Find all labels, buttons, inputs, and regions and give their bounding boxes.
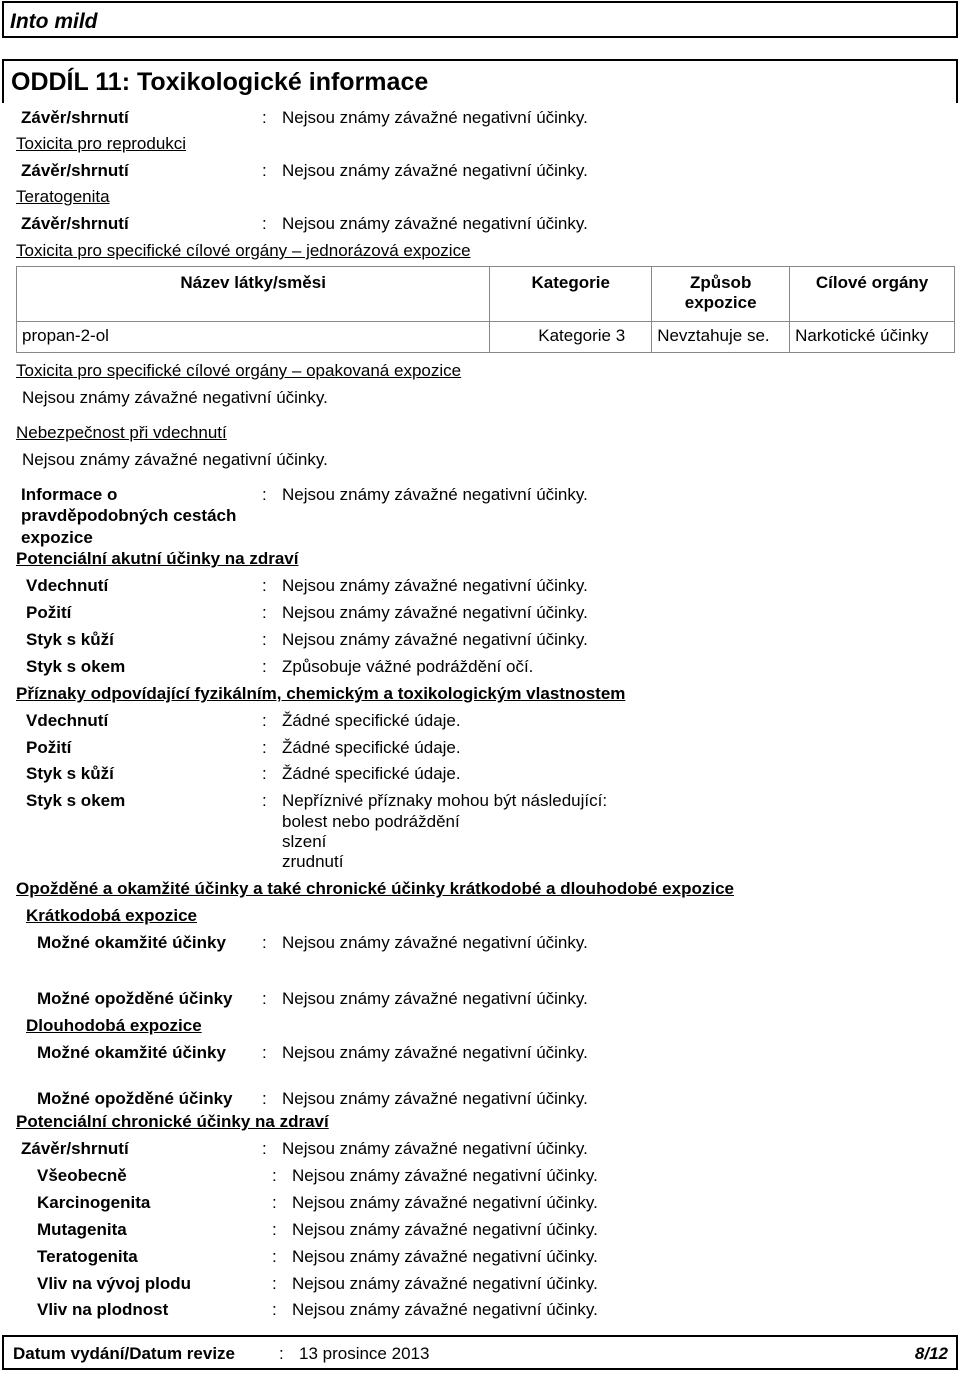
routes-label-line2: pravděpodobných cestách <box>21 506 237 525</box>
colon: : <box>272 1166 277 1185</box>
symptoms-eye-line4: zrudnutí <box>282 852 344 871</box>
colon: : <box>262 1139 267 1158</box>
colon: : <box>272 1193 277 1212</box>
colon: : <box>262 933 267 952</box>
chronic-summary-value: Nejsou známy závažné negativní účinky. <box>282 1139 588 1158</box>
symptoms-eye-line2: bolest nebo podráždění <box>282 812 460 831</box>
column-header-substance: Název látky/směsi <box>17 267 490 322</box>
chronic-carcinogenicity-value: Nejsou známy závažné negativní účinky. <box>292 1193 598 1212</box>
footer-date-value: 13 prosince 2013 <box>299 1344 430 1363</box>
routes-value: Nejsou známy závažné negativní účinky. <box>282 485 588 504</box>
long-immediate-label: Možné okamžité účinky <box>37 1043 226 1062</box>
aspiration-value: Nejsou známy závažné negativní účinky. <box>22 450 328 469</box>
symptoms-ingestion-label: Požití <box>26 738 72 757</box>
cell-category: Kategorie 3 <box>490 322 652 353</box>
acute-inhalation-label: Vdechnutí <box>26 576 109 595</box>
column-header-organs: Cílové orgány <box>790 267 955 322</box>
delayed-immediate-heading: Opožděné a okamžité účinky a také chronické účinky krátkodobé a dlouhodobé expozice <box>16 879 734 898</box>
stot-repeated-value: Nejsou známy závažné negativní účinky. <box>22 388 328 407</box>
short-delayed-value: Nejsou známy závažné negativní účinky. <box>282 989 588 1008</box>
summary-value: Nejsou známy závažné negativní účinky. <box>282 108 588 127</box>
aspiration-heading: Nebezpečnost při vdechnutí <box>16 423 227 442</box>
acute-effects-heading: Potenciální akutní účinky na zdraví <box>16 549 299 568</box>
colon: : <box>262 764 267 783</box>
cell-organs: Narkotické účinky <box>790 322 955 353</box>
long-delayed-value: Nejsou známy závažné negativní účinky. <box>282 1089 588 1108</box>
column-header-route <box>652 267 790 322</box>
acute-ingestion-value: Nejsou známy závažné negativní účinky. <box>282 603 588 622</box>
summary-label: Závěr/shrnutí <box>21 108 129 127</box>
symptoms-eye-line1: Nepříznivé příznaky mohou být následující: <box>282 791 608 810</box>
table-row <box>17 322 955 353</box>
short-delayed-label: Možné opožděné účinky <box>37 989 233 1008</box>
teratogenicity-heading: Teratogenita <box>16 187 110 206</box>
colon: : <box>262 161 267 180</box>
acute-inhalation-value: Nejsou známy závažné negativní účinky. <box>282 576 588 595</box>
symptoms-skin-label: Styk s kůží <box>26 764 114 783</box>
reproductive-toxicity-heading: Toxicita pro reprodukci <box>16 134 187 153</box>
page-number: 8/12 <box>914 1344 948 1363</box>
chronic-summary-label: Závěr/shrnutí <box>21 1139 129 1158</box>
chronic-fertility-label: Vliv na plodnost <box>37 1300 169 1319</box>
colon: : <box>262 711 267 730</box>
symptoms-skin-value: Žádné specifické údaje. <box>282 764 461 783</box>
document-header-bar <box>2 1 958 38</box>
symptoms-ingestion-value: Žádné specifické údaje. <box>282 738 461 757</box>
stot-single-heading: Toxicita pro specifické cílové orgány – jednorázová expozice <box>16 241 471 260</box>
document-footer-bar <box>2 1335 958 1370</box>
cell-route: Nevztahuje se. <box>652 322 790 353</box>
long-immediate-value: Nejsou známy závažné negativní účinky. <box>282 1043 588 1062</box>
colon: : <box>272 1220 277 1239</box>
colon: : <box>262 576 267 595</box>
column-header-route-line2: expozice <box>684 293 757 312</box>
chronic-carcinogenicity-label: Karcinogenita <box>37 1193 151 1212</box>
chronic-developmental-value: Nejsou známy závažné negativní účinky. <box>292 1274 598 1293</box>
colon: : <box>262 1043 267 1062</box>
chronic-fertility-value: Nejsou známy závažné negativní účinky. <box>292 1300 598 1319</box>
section-title: ODDÍL 11: Toxikologické informace <box>11 68 429 96</box>
chronic-effects-heading: Potenciální chronické účinky na zdraví <box>16 1112 329 1131</box>
long-term-heading: Dlouhodobá expozice <box>26 1016 202 1035</box>
chronic-developmental-label: Vliv na vývoj plodu <box>37 1274 191 1293</box>
symptoms-eye-label: Styk s okem <box>26 791 126 810</box>
stot-repeated-heading: Toxicita pro specifické cílové orgány – opakovaná expozice <box>16 361 462 380</box>
chronic-mutagenicity-value: Nejsou známy závažné negativní účinky. <box>292 1220 598 1239</box>
colon: : <box>262 603 267 622</box>
summary-value: Nejsou známy závažné negativní účinky. <box>282 214 588 233</box>
colon: : <box>262 1089 267 1108</box>
summary-label: Závěr/shrnutí <box>21 161 129 180</box>
routes-label-line3: expozice <box>21 528 93 547</box>
short-immediate-value: Nejsou známy závažné negativní účinky. <box>282 933 588 952</box>
colon: : <box>262 657 267 676</box>
chronic-teratogenicity-label: Teratogenita <box>37 1247 138 1266</box>
short-term-heading: Krátkodobá expozice <box>26 906 197 925</box>
chronic-general-value: Nejsou známy závažné negativní účinky. <box>292 1166 598 1185</box>
colon: : <box>272 1247 277 1266</box>
colon: : <box>262 791 267 810</box>
chronic-mutagenicity-label: Mutagenita <box>37 1220 127 1239</box>
acute-skin-label: Styk s kůží <box>26 630 114 649</box>
colon: : <box>262 485 267 504</box>
colon: : <box>262 214 267 233</box>
column-header-category: Kategorie <box>490 267 652 322</box>
colon: : <box>262 989 267 1008</box>
stot-single-table <box>16 266 955 353</box>
colon: : <box>262 108 267 127</box>
colon: : <box>262 738 267 757</box>
long-delayed-label: Možné opožděné účinky <box>37 1089 233 1108</box>
chronic-general-label: Všeobecně <box>37 1166 127 1185</box>
symptoms-inhalation-value: Žádné specifické údaje. <box>282 711 461 730</box>
colon: : <box>262 630 267 649</box>
colon: : <box>279 1344 284 1363</box>
summary-value: Nejsou známy závažné negativní účinky. <box>282 161 588 180</box>
product-name: Into mild <box>10 10 98 33</box>
symptoms-heading: Příznaky odpovídající fyzikálním, chemickým a toxikologickým vlastnostem <box>16 684 626 703</box>
acute-eye-value: Způsobuje vážné podráždění očí. <box>282 657 534 676</box>
column-header-route-line1: Způsob <box>689 273 752 292</box>
acute-eye-label: Styk s okem <box>26 657 126 676</box>
chronic-teratogenicity-value: Nejsou známy závažné negativní účinky. <box>292 1247 598 1266</box>
section-heading-box <box>2 59 958 103</box>
routes-label-line1: Informace o <box>21 485 118 504</box>
acute-ingestion-label: Požití <box>26 603 72 622</box>
acute-skin-value: Nejsou známy závažné negativní účinky. <box>282 630 588 649</box>
short-immediate-label: Možné okamžité účinky <box>37 933 226 952</box>
cell-substance: propan-2-ol <box>17 322 490 353</box>
footer-date-label: Datum vydání/Datum revize <box>13 1344 236 1363</box>
colon: : <box>272 1300 277 1319</box>
summary-label: Závěr/shrnutí <box>21 214 129 233</box>
colon: : <box>272 1274 277 1293</box>
symptoms-inhalation-label: Vdechnutí <box>26 711 109 730</box>
symptoms-eye-line3: slzení <box>282 832 327 851</box>
table-header-row <box>17 267 955 322</box>
